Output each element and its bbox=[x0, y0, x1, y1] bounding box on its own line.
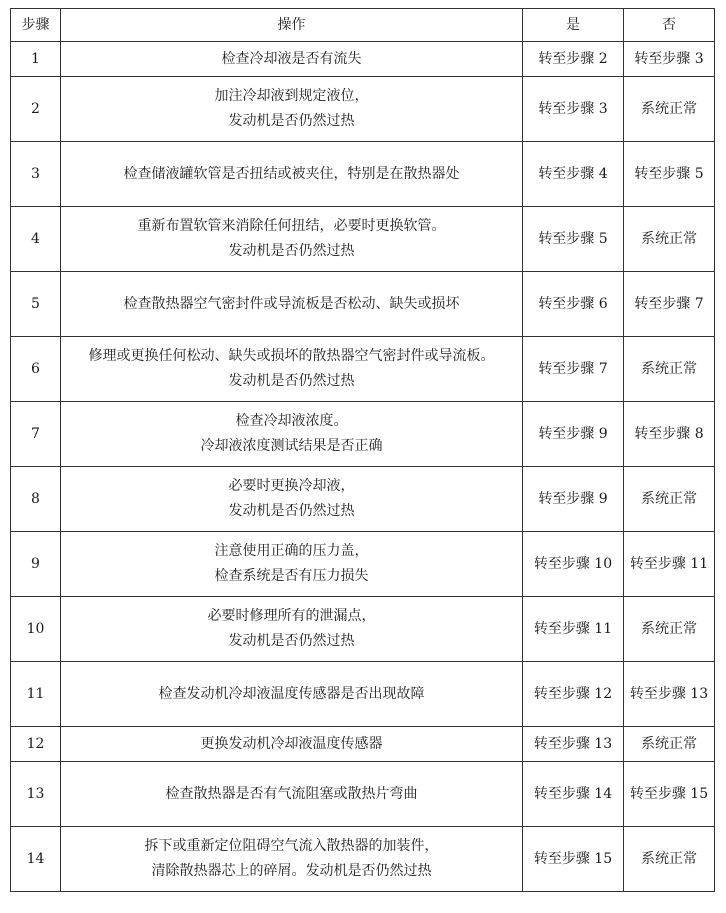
step-number: 6 bbox=[11, 337, 61, 402]
operation-cell bbox=[61, 727, 523, 762]
no-cell: 系统正常 bbox=[624, 337, 715, 402]
operation-cell bbox=[61, 467, 523, 532]
operation-cell bbox=[61, 662, 523, 727]
step-number: 9 bbox=[11, 532, 61, 597]
operation-cell bbox=[61, 142, 523, 207]
no-cell: 转至步骤 8 bbox=[624, 402, 715, 467]
diagnostic-table bbox=[10, 8, 715, 892]
no-cell: 转至步骤 5 bbox=[624, 142, 715, 207]
step-number: 7 bbox=[11, 402, 61, 467]
step-number: 2 bbox=[11, 77, 61, 142]
operation-text: 检查散热器是否有气流阻塞或散热片弯曲 bbox=[165, 785, 418, 802]
yes-cell: 转至步骤 7 bbox=[523, 337, 624, 402]
step-number: 3 bbox=[11, 142, 61, 207]
table-row bbox=[11, 207, 715, 272]
yes-cell: 转至步骤 2 bbox=[523, 42, 624, 77]
operation-cell bbox=[61, 337, 523, 402]
no-cell: 转至步骤 7 bbox=[624, 272, 715, 337]
operation-text: 发动机是否仍然过热 bbox=[228, 373, 355, 389]
yes-cell: 转至步骤 15 bbox=[523, 827, 624, 892]
no-cell: 转至步骤 11 bbox=[624, 532, 715, 597]
yes-cell: 转至步骤 11 bbox=[523, 597, 624, 662]
operation-text: 检查发动机冷却液温度传感器是否出现故障 bbox=[158, 685, 425, 702]
operation-text: 重新布置软管来消除任何扭结，必要时更换软管。 bbox=[137, 218, 446, 234]
operation-text: 检查储液罐软管是否扭结或被夹住，特别是在散热器处 bbox=[123, 165, 460, 182]
operation-text: 修理或更换任何松动、缺失或损坏的散热器空气密封件或导流板。 bbox=[88, 348, 495, 364]
table-header-row bbox=[11, 9, 715, 42]
operation-cell bbox=[61, 532, 523, 597]
table-row bbox=[11, 827, 715, 892]
yes-cell: 转至步骤 9 bbox=[523, 467, 624, 532]
step-number: 11 bbox=[11, 662, 61, 727]
table-row bbox=[11, 597, 715, 662]
step-number: 14 bbox=[11, 827, 61, 892]
header-no: 否 bbox=[624, 9, 715, 42]
header-step: 步骤 bbox=[11, 9, 61, 42]
step-number: 1 bbox=[11, 42, 61, 77]
step-number: 13 bbox=[11, 762, 61, 827]
operation-cell bbox=[61, 827, 523, 892]
operation-cell bbox=[61, 77, 523, 142]
operation-text: 发动机是否仍然过热 bbox=[228, 113, 355, 129]
operation-text: 加注冷却液到规定液位， bbox=[214, 88, 369, 104]
yes-cell: 转至步骤 3 bbox=[523, 77, 624, 142]
yes-cell: 转至步骤 13 bbox=[523, 727, 624, 762]
operation-text: 清除散热器芯上的碎屑。发动机是否仍然过热 bbox=[151, 863, 432, 879]
step-number: 10 bbox=[11, 597, 61, 662]
header-operation: 操作 bbox=[61, 9, 523, 42]
no-cell: 系统正常 bbox=[624, 467, 715, 532]
operation-cell bbox=[61, 762, 523, 827]
yes-cell: 转至步骤 6 bbox=[523, 272, 624, 337]
operation-text: 注意使用正确的压力盖， bbox=[214, 543, 369, 559]
table-row bbox=[11, 467, 715, 532]
step-number: 5 bbox=[11, 272, 61, 337]
no-cell: 系统正常 bbox=[624, 827, 715, 892]
yes-cell: 转至步骤 10 bbox=[523, 532, 624, 597]
operation-cell bbox=[61, 597, 523, 662]
yes-cell: 转至步骤 5 bbox=[523, 207, 624, 272]
yes-cell: 转至步骤 14 bbox=[523, 762, 624, 827]
table-row bbox=[11, 337, 715, 402]
yes-cell: 转至步骤 9 bbox=[523, 402, 624, 467]
no-cell: 系统正常 bbox=[624, 727, 715, 762]
table-row bbox=[11, 402, 715, 467]
step-number: 12 bbox=[11, 727, 61, 762]
operation-text: 检查系统是否有压力损失 bbox=[214, 568, 369, 584]
operation-cell bbox=[61, 42, 523, 77]
operation-text: 检查冷却液是否有流失 bbox=[221, 50, 362, 67]
step-number: 4 bbox=[11, 207, 61, 272]
operation-text: 检查冷却液浓度。 bbox=[235, 413, 348, 429]
no-cell: 系统正常 bbox=[624, 207, 715, 272]
table-row bbox=[11, 77, 715, 142]
step-number: 8 bbox=[11, 467, 61, 532]
operation-text: 必要时修理所有的泄漏点， bbox=[207, 608, 376, 624]
operation-text: 发动机是否仍然过热 bbox=[228, 633, 355, 649]
operation-text: 冷却液浓度测试结果是否正确 bbox=[200, 438, 383, 454]
table-row bbox=[11, 272, 715, 337]
operation-cell bbox=[61, 272, 523, 337]
no-cell: 系统正常 bbox=[624, 597, 715, 662]
table-row bbox=[11, 662, 715, 727]
operation-text: 检查散热器空气密封件或导流板是否松动、缺失或损坏 bbox=[123, 295, 460, 312]
yes-cell: 转至步骤 4 bbox=[523, 142, 624, 207]
no-cell: 系统正常 bbox=[624, 77, 715, 142]
table-row bbox=[11, 762, 715, 827]
table-row bbox=[11, 142, 715, 207]
table-row bbox=[11, 532, 715, 597]
operation-text: 更换发动机冷却液温度传感器 bbox=[200, 735, 383, 752]
diagnostic-table-container bbox=[10, 8, 714, 892]
table-row bbox=[11, 42, 715, 77]
operation-text: 必要时更换冷却液， bbox=[228, 478, 355, 494]
operation-text: 拆下或重新定位阻碍空气流入散热器的加装件， bbox=[144, 838, 439, 854]
no-cell: 转至步骤 13 bbox=[624, 662, 715, 727]
no-cell: 转至步骤 15 bbox=[624, 762, 715, 827]
operation-text: 发动机是否仍然过热 bbox=[228, 503, 355, 519]
operation-cell bbox=[61, 402, 523, 467]
operation-cell bbox=[61, 207, 523, 272]
operation-text: 发动机是否仍然过热 bbox=[228, 243, 355, 259]
header-yes: 是 bbox=[523, 9, 624, 42]
yes-cell: 转至步骤 12 bbox=[523, 662, 624, 727]
no-cell: 转至步骤 3 bbox=[624, 42, 715, 77]
table-row bbox=[11, 727, 715, 762]
